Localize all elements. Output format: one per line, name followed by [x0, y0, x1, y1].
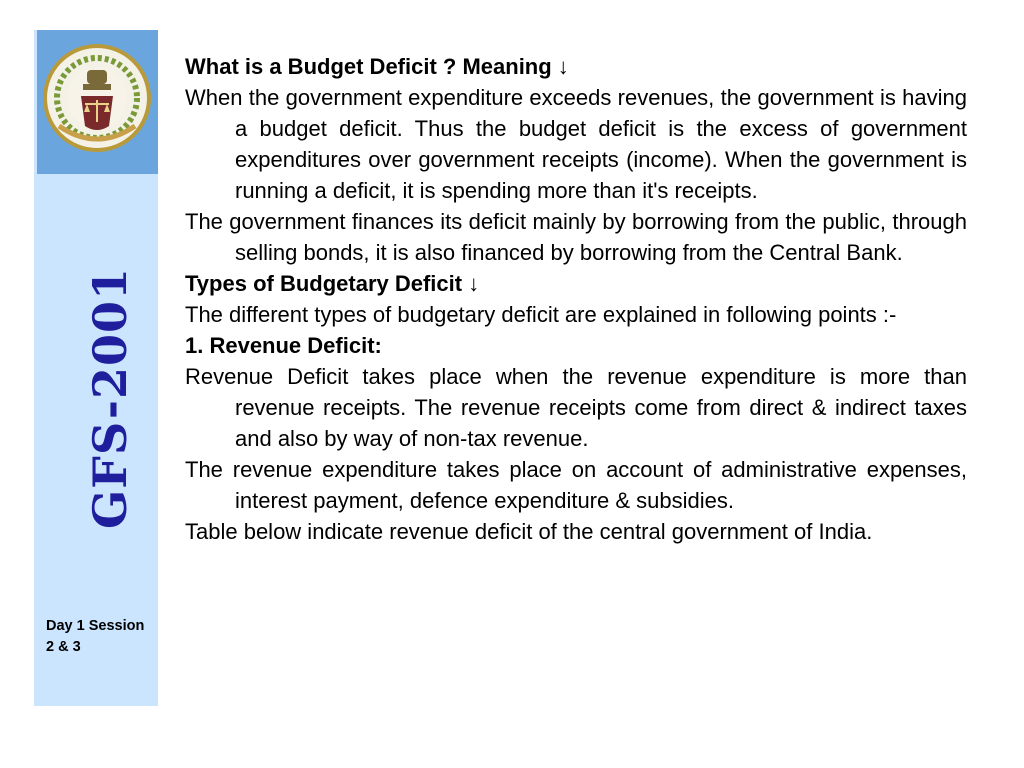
paragraph-types-intro: The different types of budgetary deficit are explained in following points :- — [185, 302, 897, 327]
emblem-logo — [37, 30, 158, 174]
sidebar — [34, 30, 158, 706]
paragraph-revenue-deficit: Revenue Deficit takes place when the revenue expenditure is more than revenue receipts. The revenue receipts come from direct & indirect taxes and also by way of non-tax revenue. — [185, 364, 967, 451]
paragraph-table-intro: Table below indicate revenue deficit of the central government of India. — [185, 519, 873, 544]
paragraph-definition: When the government expenditure exceeds revenues, the government is having a budget deficit. Thus the budget deficit is the excess of government expenditures over government receipts (income). When the government is running a deficit, it is spending more than it's receipts. — [185, 85, 967, 203]
session-label: Day 1 Session 2 & 3 — [46, 618, 145, 655]
heading-revenue-deficit: 1. Revenue Deficit: — [185, 333, 382, 358]
heading-types: Types of Budgetary Deficit ↓ — [185, 271, 480, 296]
paragraph-revenue-expenditure: The revenue expenditure takes place on account of administrative expenses, interest payment, defence expenditure & subsidies. — [185, 457, 967, 513]
heading-budget-deficit: What is a Budget Deficit ? Meaning ↓ — [185, 54, 569, 79]
paragraph-financing: The government finances its deficit mainly by borrowing from the public, through selling bonds, it is also financed by borrowing from the Central Bank. — [185, 209, 967, 265]
vertical-course-title: GFS-2001 — [83, 267, 137, 529]
slide-content — [185, 51, 967, 547]
